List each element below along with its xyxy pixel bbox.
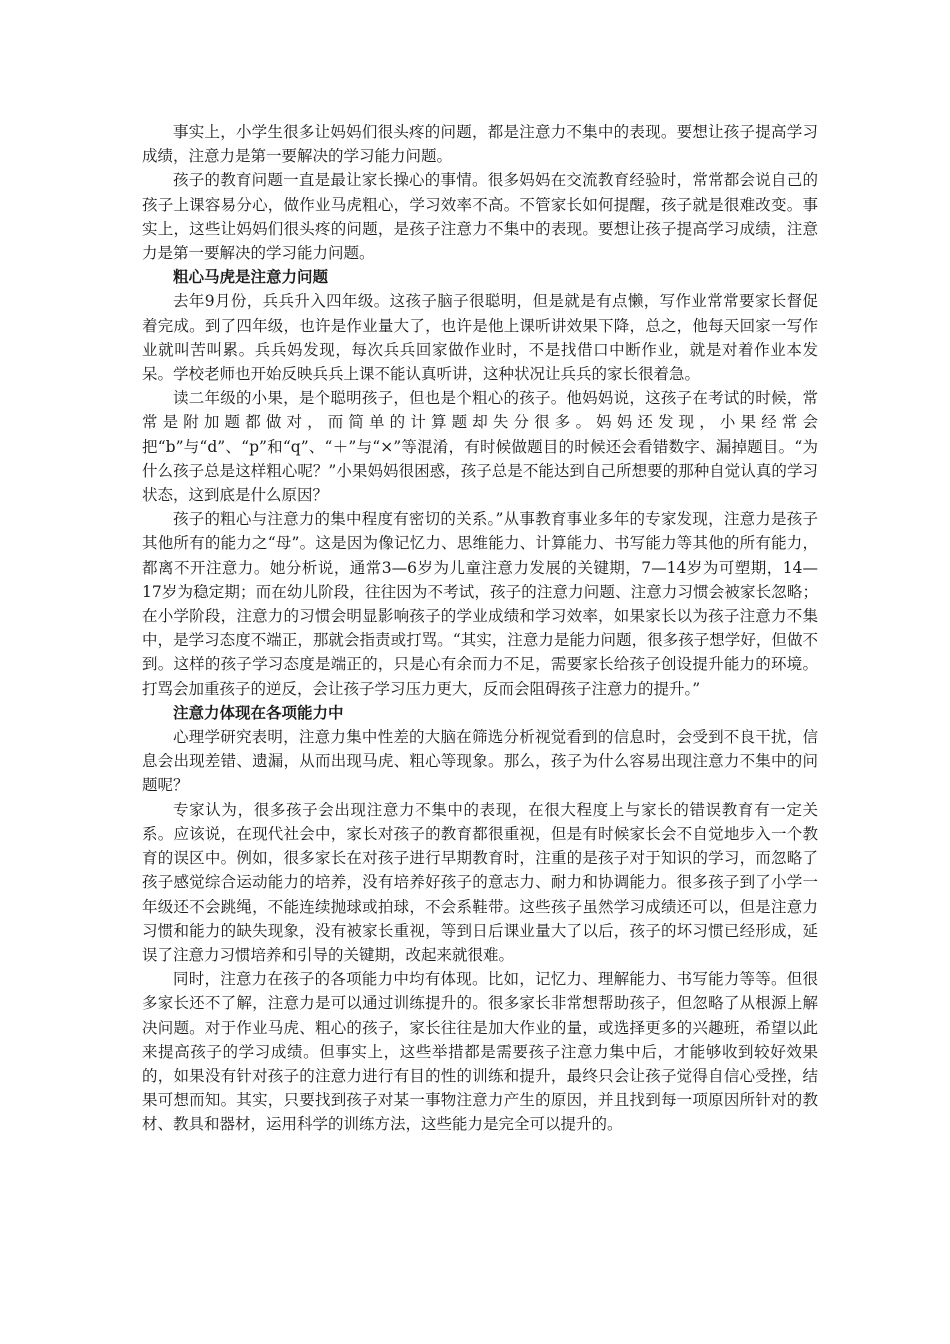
- paragraph-xiaoguo-story: 读二年级的小果，是个聪明孩子，但也是个粗心的孩子。他妈妈说，这孩子在考试的时候，常常是附加题都做对，而简单的计算题却失分很多。妈妈还发现，小果经常会把“b”与“d”、“p”和“q”、“＋”与“×”等混淆，有时候做题目的时候还会看错数字、漏掉题目。“为什么孩子总是这样粗心呢？”小果妈妈很困惑，孩子总是不能达到自己所想要的那种自觉认真的学习状态，这到底是什么原因？: [142, 389, 818, 505]
- section-heading-carelessness: 粗心马虎是注意力问题: [173, 268, 329, 287]
- paragraph-expert-analysis: 孩子的粗心与注意力的集中程度有密切的关系。”从事教育事业多年的专家发现，注意力是孩子其他所有的能力之“母”。这是因为像记忆力、思维能力、计算能力、书写能力等其他的所有能力，都离不开注意力。她分析说，通常3—6岁为儿童注意力发展的关键期，7—14岁为可塑期，14—17岁为稳定期；而在幼儿阶段，往往因为不考试，孩子的注意力问题、注意力习惯会被家长忽略；在小学阶段，注意力的习惯会明显影响孩子的学业成绩和学习效率，如果家长以为孩子注意力不集中，是学习态度不端正，那就会指责或打骂。“其实，注意力是能力问题，很多孩子想学好，但做不到。这样的孩子学习态度是端正的，只是心有余而力不足，需要家长给孩子创设提升能力的环境。打骂会加重孩子的逆反，会让孩子学习压力更大，反而会阻碍孩子注意力的提升。”: [142, 510, 818, 698]
- paragraph-psychology-research: 心理学研究表明，注意力集中性差的大脑在筛选分析视觉看到的信息时，会受到不良干扰，信息会出现差错、遗漏，从而出现马虎、粗心等现象。那么，孩子为什么容易出现注意力不集中的问题呢？: [142, 728, 818, 795]
- paragraph-bingbing-story: 去年9月份，兵兵升入四年级。这孩子脑子很聪明，但是就是有点懒，写作业常常要家长督促着完成。到了四年级，也许是作业量大了，也许是他上课听讲效果下降，总之，他每天回家一写作业就叫苦叫累。兵兵妈发现，每次兵兵回家做作业时，不是找借口中断作业，就是对着作业本发呆。学校老师也开始反映兵兵上课不能认真听讲，这种状况让兵兵的家长很着急。: [142, 292, 818, 384]
- section-heading-abilities: 注意力体现在各项能力中: [173, 703, 344, 722]
- paragraph-intro-detail: 孩子的教育问题一直是最让家长操心的事情。很多妈妈在交流教育经验时，常常都会说自己的孩子上课容易分心，做作业马虎粗心，学习效率不高。不管家长如何提醒，孩子就是很难改变。事实上，这些让妈妈们很头疼的问题，是孩子注意力不集中的表现。要想让孩子提高学习成绩，注意力是第一要解决的学习能力问题。: [142, 171, 818, 263]
- document-body: [142, 120, 818, 1137]
- paragraph-training-advice: 同时，注意力在孩子的各项能力中均有体现。比如，记忆力、理解能力、书写能力等等。但很多家长还不了解，注意力是可以通过训练提升的。很多家长非常想帮助孩子，但忽略了从根源上解决问题。对于作业马虎、粗心的孩子，家长往往是加大作业的量，或选择更多的兴趣班，希望以此来提高孩子的学习成绩。但事实上，这些举措都是需要孩子注意力集中后，才能够收到较好效果的，如果没有针对孩子的注意力进行有目的性的训练和提升，最终只会让孩子觉得自信心受挫，结果可想而知。其实，只要找到孩子对某一事物注意力产生的原因，并且找到每一项原因所针对的教材、教具和器材，运用科学的训练方法，这些能力是完全可以提升的。: [142, 970, 818, 1134]
- paragraph-intro-summary: 事实上，小学生很多让妈妈们很头疼的问题，都是注意力不集中的表现。要想让孩子提高学习成绩，注意力是第一要解决的学习能力问题。: [142, 123, 818, 166]
- paragraph-parent-education: 专家认为，很多孩子会出现注意力不集中的表现，在很大程度上与家长的错误教育有一定关系。应该说，在现代社会中，家长对孩子的教育都很重视，但是有时候家长会不自觉地步入一个教育的误区中。例如，很多家长在对孩子进行早期教育时，注重的是孩子对于知识的学习，而忽略了孩子感觉综合运动能力的培养，没有培养好孩子的意志力、耐力和协调能力。很多孩子到了小学一年级还不会跳绳，不能连续抛球或拍球，不会系鞋带。这些孩子虽然学习成绩还可以，但是注意力习惯和能力的缺失现象，没有被家长重视，等到日后课业量大了以后，孩子的坏习惯已经形成，延误了注意力习惯培养和引导的关键期，改起来就很难。: [142, 800, 818, 964]
